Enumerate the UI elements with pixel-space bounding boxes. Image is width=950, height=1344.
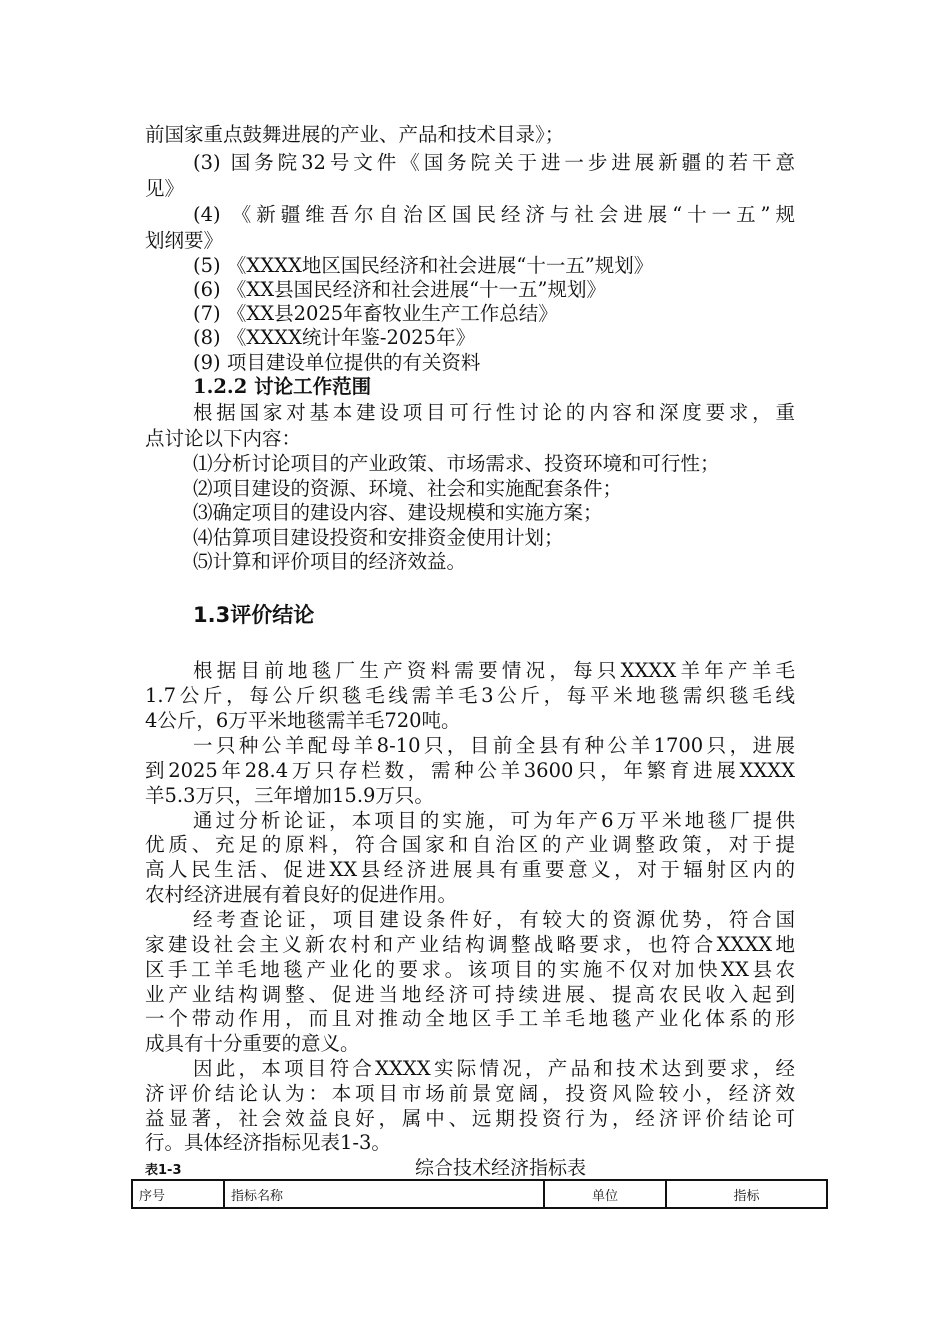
paragraph-line: 一个带动作用，而且对推动全地区手工羊毛地毯产业化体系的形	[145, 1007, 795, 1030]
paragraph-line: 区手工羊毛地毯产业化的要求。该项目的实施不仅对加快XX县农	[145, 958, 795, 981]
col-header-index: 序号	[132, 1180, 224, 1208]
paragraph-line: 经考查论证，项目建设条件好，有较大的资源优势，符合国	[193, 908, 795, 931]
paragraph-line: 高人民生活、促进XX县经济进展具有重要意义，对于辐射区内的	[145, 858, 795, 881]
paragraph-line: 优质、充足的原料，符合国家和自治区的产业调整政策，对于提	[145, 833, 795, 856]
paragraph-line: 4公斤，6万平米地毯需羊毛720吨。	[145, 709, 461, 732]
paragraph-line: 根据目前地毯厂生产资料需要情况，每只XXXX羊年产羊毛	[193, 659, 795, 682]
paragraph-line: 通过分析论证，本项目的实施，可为年产6万平米地毯厂提供	[193, 809, 795, 832]
indicator-table	[131, 1179, 828, 1209]
text-line: 划纲要》	[145, 229, 224, 252]
col-header-indicator-name: 指标名称	[224, 1180, 544, 1208]
reference-item: (8) 《XXXX统计年鉴-2025年》	[193, 326, 476, 349]
paragraph-line: 成具有十分重要的意义。	[145, 1032, 360, 1055]
paragraph-line: 根据国家对基本建设项目可行性讨论的内容和深度要求，重	[193, 401, 795, 424]
reference-item: (3) 国务院32号文件《国务院关于进一步进展新疆的若干意	[193, 151, 795, 174]
scope-item: ⑴分析讨论项目的产业政策、市场需求、投资环境和可行性；	[193, 452, 720, 475]
text-line: 前国家重点鼓舞进展的产业、产品和技术目录》；	[145, 123, 565, 146]
scope-item: ⑸计算和评价项目的经济效益。	[193, 550, 467, 573]
reference-item: (7) 《XX县2025年畜牧业生产工作总结》	[193, 302, 558, 325]
section-heading-1-3: 1.3评价结论	[193, 603, 315, 627]
paragraph-line: 业产业结构调整、促进当地经济可持续进展、提高农民收入起到	[145, 983, 795, 1006]
scope-item: ⑵项目建设的资源、环境、社会和实施配套条件；	[193, 477, 623, 500]
paragraph-line: 到2025年28.4万只存栏数，需种公羊3600只，年繁育进展XXXX	[145, 759, 795, 782]
reference-item: (6) 《XX县国民经济和社会进展“十一五”规划》	[193, 278, 607, 301]
reference-item: (4) 《新疆维吾尔自治区国民经济与社会进展“十一五”规	[193, 203, 795, 226]
reference-item: (9) 项目建设单位提供的有关资料	[193, 351, 481, 374]
section-heading-1-2-2: 1.2.2 讨论工作范围	[193, 375, 372, 398]
table-label: 表1-3	[145, 1163, 182, 1178]
paragraph-line: 因此，本项目符合XXXX实际情况，产品和技术达到要求，经	[193, 1057, 795, 1080]
col-header-indicator: 指标	[666, 1180, 827, 1208]
paragraph-line: 1.7公斤，每公斤织毯毛线需羊毛3公斤，每平米地毯需织毯毛线	[145, 684, 795, 707]
paragraph-line: 农村经济进展有着良好的促进作用。	[145, 883, 458, 906]
paragraph-line: 家建设社会主义新农村和产业结构调整战略要求，也符合XXXX地	[145, 933, 795, 956]
paragraph-line: 济评价结论认为：本项目市场前景宽阔，投资风险较小，经济效	[145, 1082, 795, 1105]
col-header-unit: 单位	[544, 1180, 666, 1208]
paragraph-line: 一只种公羊配母羊8-10只，目前全县有种公羊1700只，进展	[193, 734, 795, 757]
reference-item: (5) 《XXXX地区国民经济和社会进展“十一五”规划》	[193, 254, 654, 277]
paragraph-line: 行。具体经济指标见表1-3。	[145, 1131, 391, 1154]
scope-item: ⑷估算项目建设投资和安排资金使用计划；	[193, 526, 564, 549]
scope-item: ⑶确定项目的建设内容、建设规模和实施方案；	[193, 501, 603, 524]
paragraph-line: 点讨论以下内容：	[145, 427, 302, 450]
paragraph-line: 羊5.3万只，三年增加15.9万只。	[145, 784, 434, 807]
table-header-row	[132, 1180, 827, 1208]
table-title: 综合技术经济指标表	[415, 1157, 587, 1179]
text-line: 见》	[145, 177, 185, 200]
paragraph-line: 益显著，社会效益良好，属中、远期投资行为，经济评价结论可	[145, 1107, 795, 1130]
